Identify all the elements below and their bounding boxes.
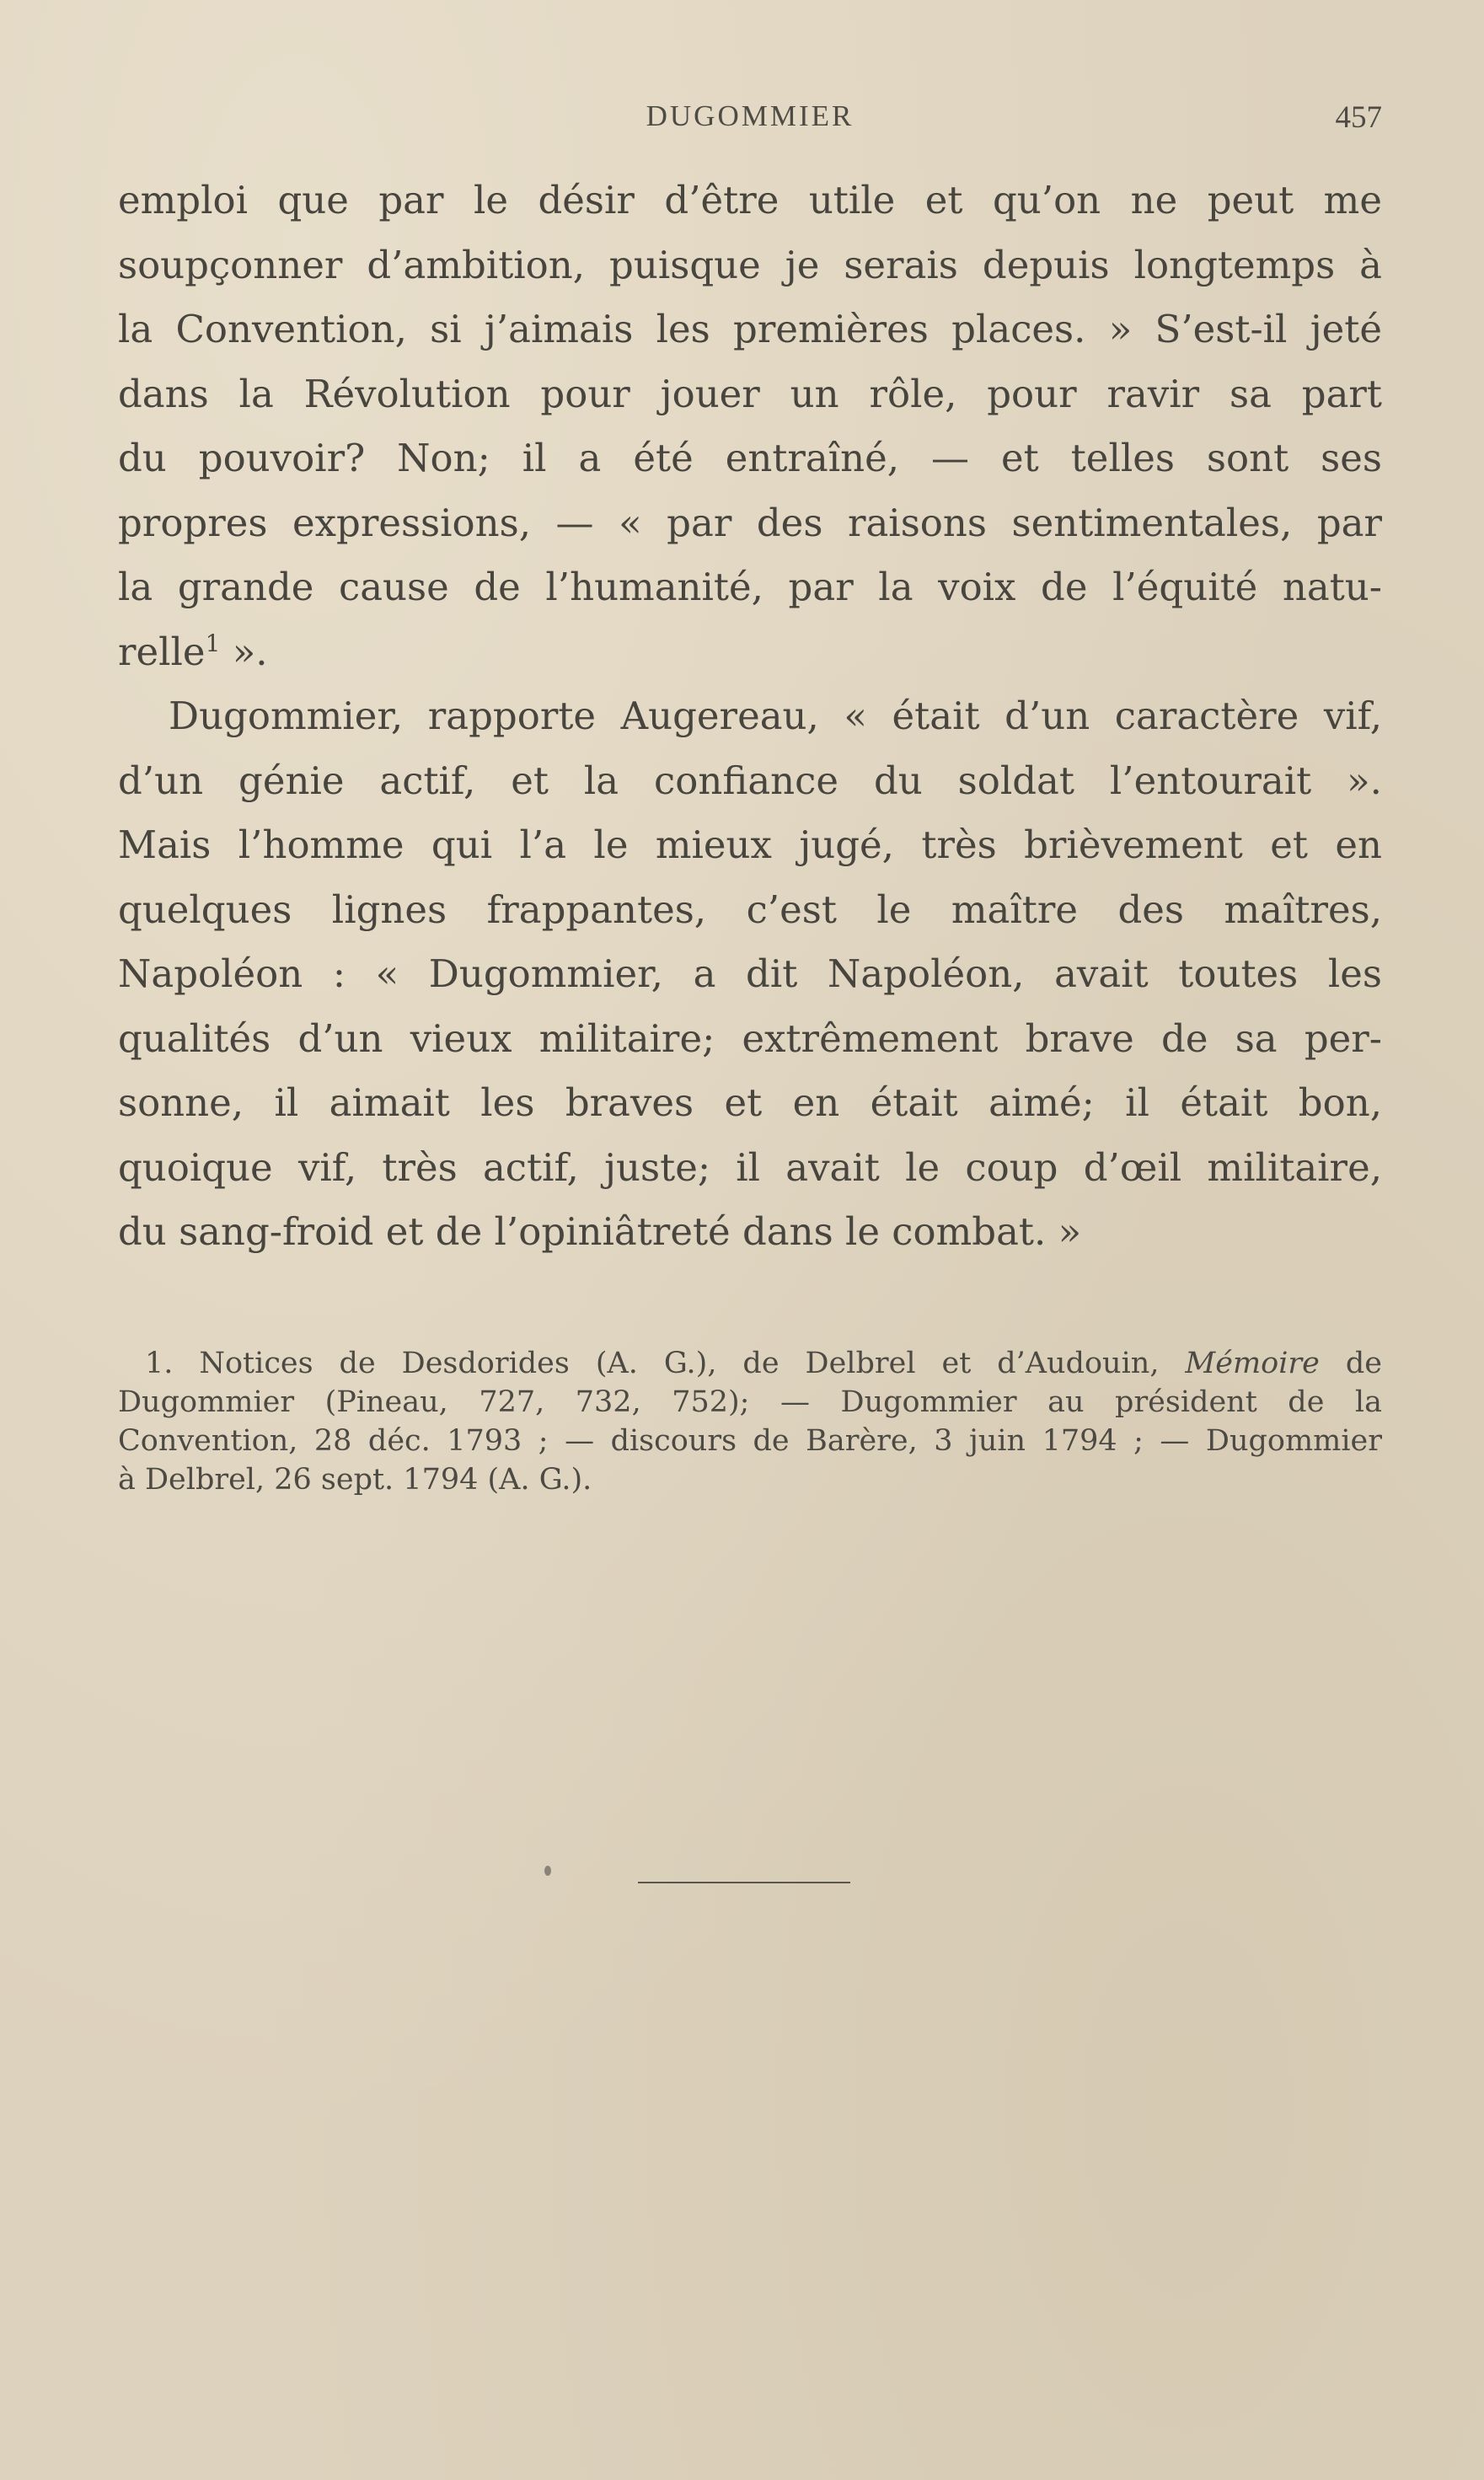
footnote-line: Convention, 28 déc. 1793 ; — discours de Barère, 3 juin 1794 ; — Dugommier: [118, 1424, 1382, 1458]
running-head: [118, 99, 1382, 133]
footnote-reference: 1: [205, 629, 221, 657]
body-line: du sang-froid et de l’opiniâtreté dans le combat. »: [118, 1209, 1082, 1254]
footnote-line: Dugommier (Pineau, 727, 732, 752); — Dugommier au président de la: [118, 1385, 1382, 1419]
body-line-text: relle: [118, 629, 206, 674]
footnote-line: [118, 1344, 1382, 1383]
body-line: soupçonner d’ambition, puisque je serais depuis longtemps à: [118, 242, 1382, 287]
body-line: Napoléon : « Dugommier, a dit Napoléon, avait toutes les: [118, 951, 1382, 996]
body-line: Dugommier, rapporte Augereau, « était d’un caractère vif,: [169, 694, 1382, 738]
page-number: 457: [1335, 100, 1382, 135]
body-line: sonne, il aimait les braves et en était aimé; il était bon,: [118, 1080, 1382, 1125]
footnote-text: de: [1345, 1347, 1382, 1380]
body-line: emploi que par le désir d’être utile et qu’on ne peut me: [118, 178, 1382, 222]
body-line: la grande cause de l’humanité, par la voix de l’équité natu-: [118, 565, 1382, 609]
body-line: la Convention, si j’aimais les premières places. » S’est-il jeté: [118, 307, 1382, 351]
body-line: du pouvoir? Non; il a été entraîné, — et telles sont ses: [118, 436, 1382, 480]
body-line: qualités d’un vieux militaire; extrêmement brave de sa per-: [118, 1015, 1382, 1061]
body-line: quoique vif, très actif, juste; il avait le coup d’œil militaire,: [118, 1144, 1382, 1190]
body-line: d’un génie actif, et la confiance du soldat l’entourait ».: [118, 758, 1382, 803]
ink-speck: [544, 1866, 551, 1876]
footnote-text: 1. Notices de Desdorides (A. G.), de Delbrel et d’Audouin,: [145, 1347, 1160, 1380]
running-title: DUGOMMIER: [646, 99, 855, 132]
footnotes: [118, 1344, 1382, 1499]
end-rule: [638, 1882, 850, 1883]
body-line: dans la Révolution pour jouer un rôle, pour ravir sa part: [118, 371, 1382, 416]
body-line: propres expressions, — « par des raisons sentimentales, par: [118, 500, 1382, 545]
footnote-title: Mémoire: [1185, 1347, 1320, 1380]
body-line: Mais l’homme qui l’a le mieux jugé, très brièvement et en: [118, 822, 1382, 867]
body-line-with-note: [118, 620, 1382, 685]
body-line-tail: ».: [220, 629, 268, 674]
footnote-line: à Delbrel, 26 sept. 1794 (A. G.).: [118, 1463, 592, 1497]
body-text: [118, 169, 1382, 1265]
body-line: quelques lignes frappantes, c’est le maître des maîtres,: [118, 886, 1382, 932]
